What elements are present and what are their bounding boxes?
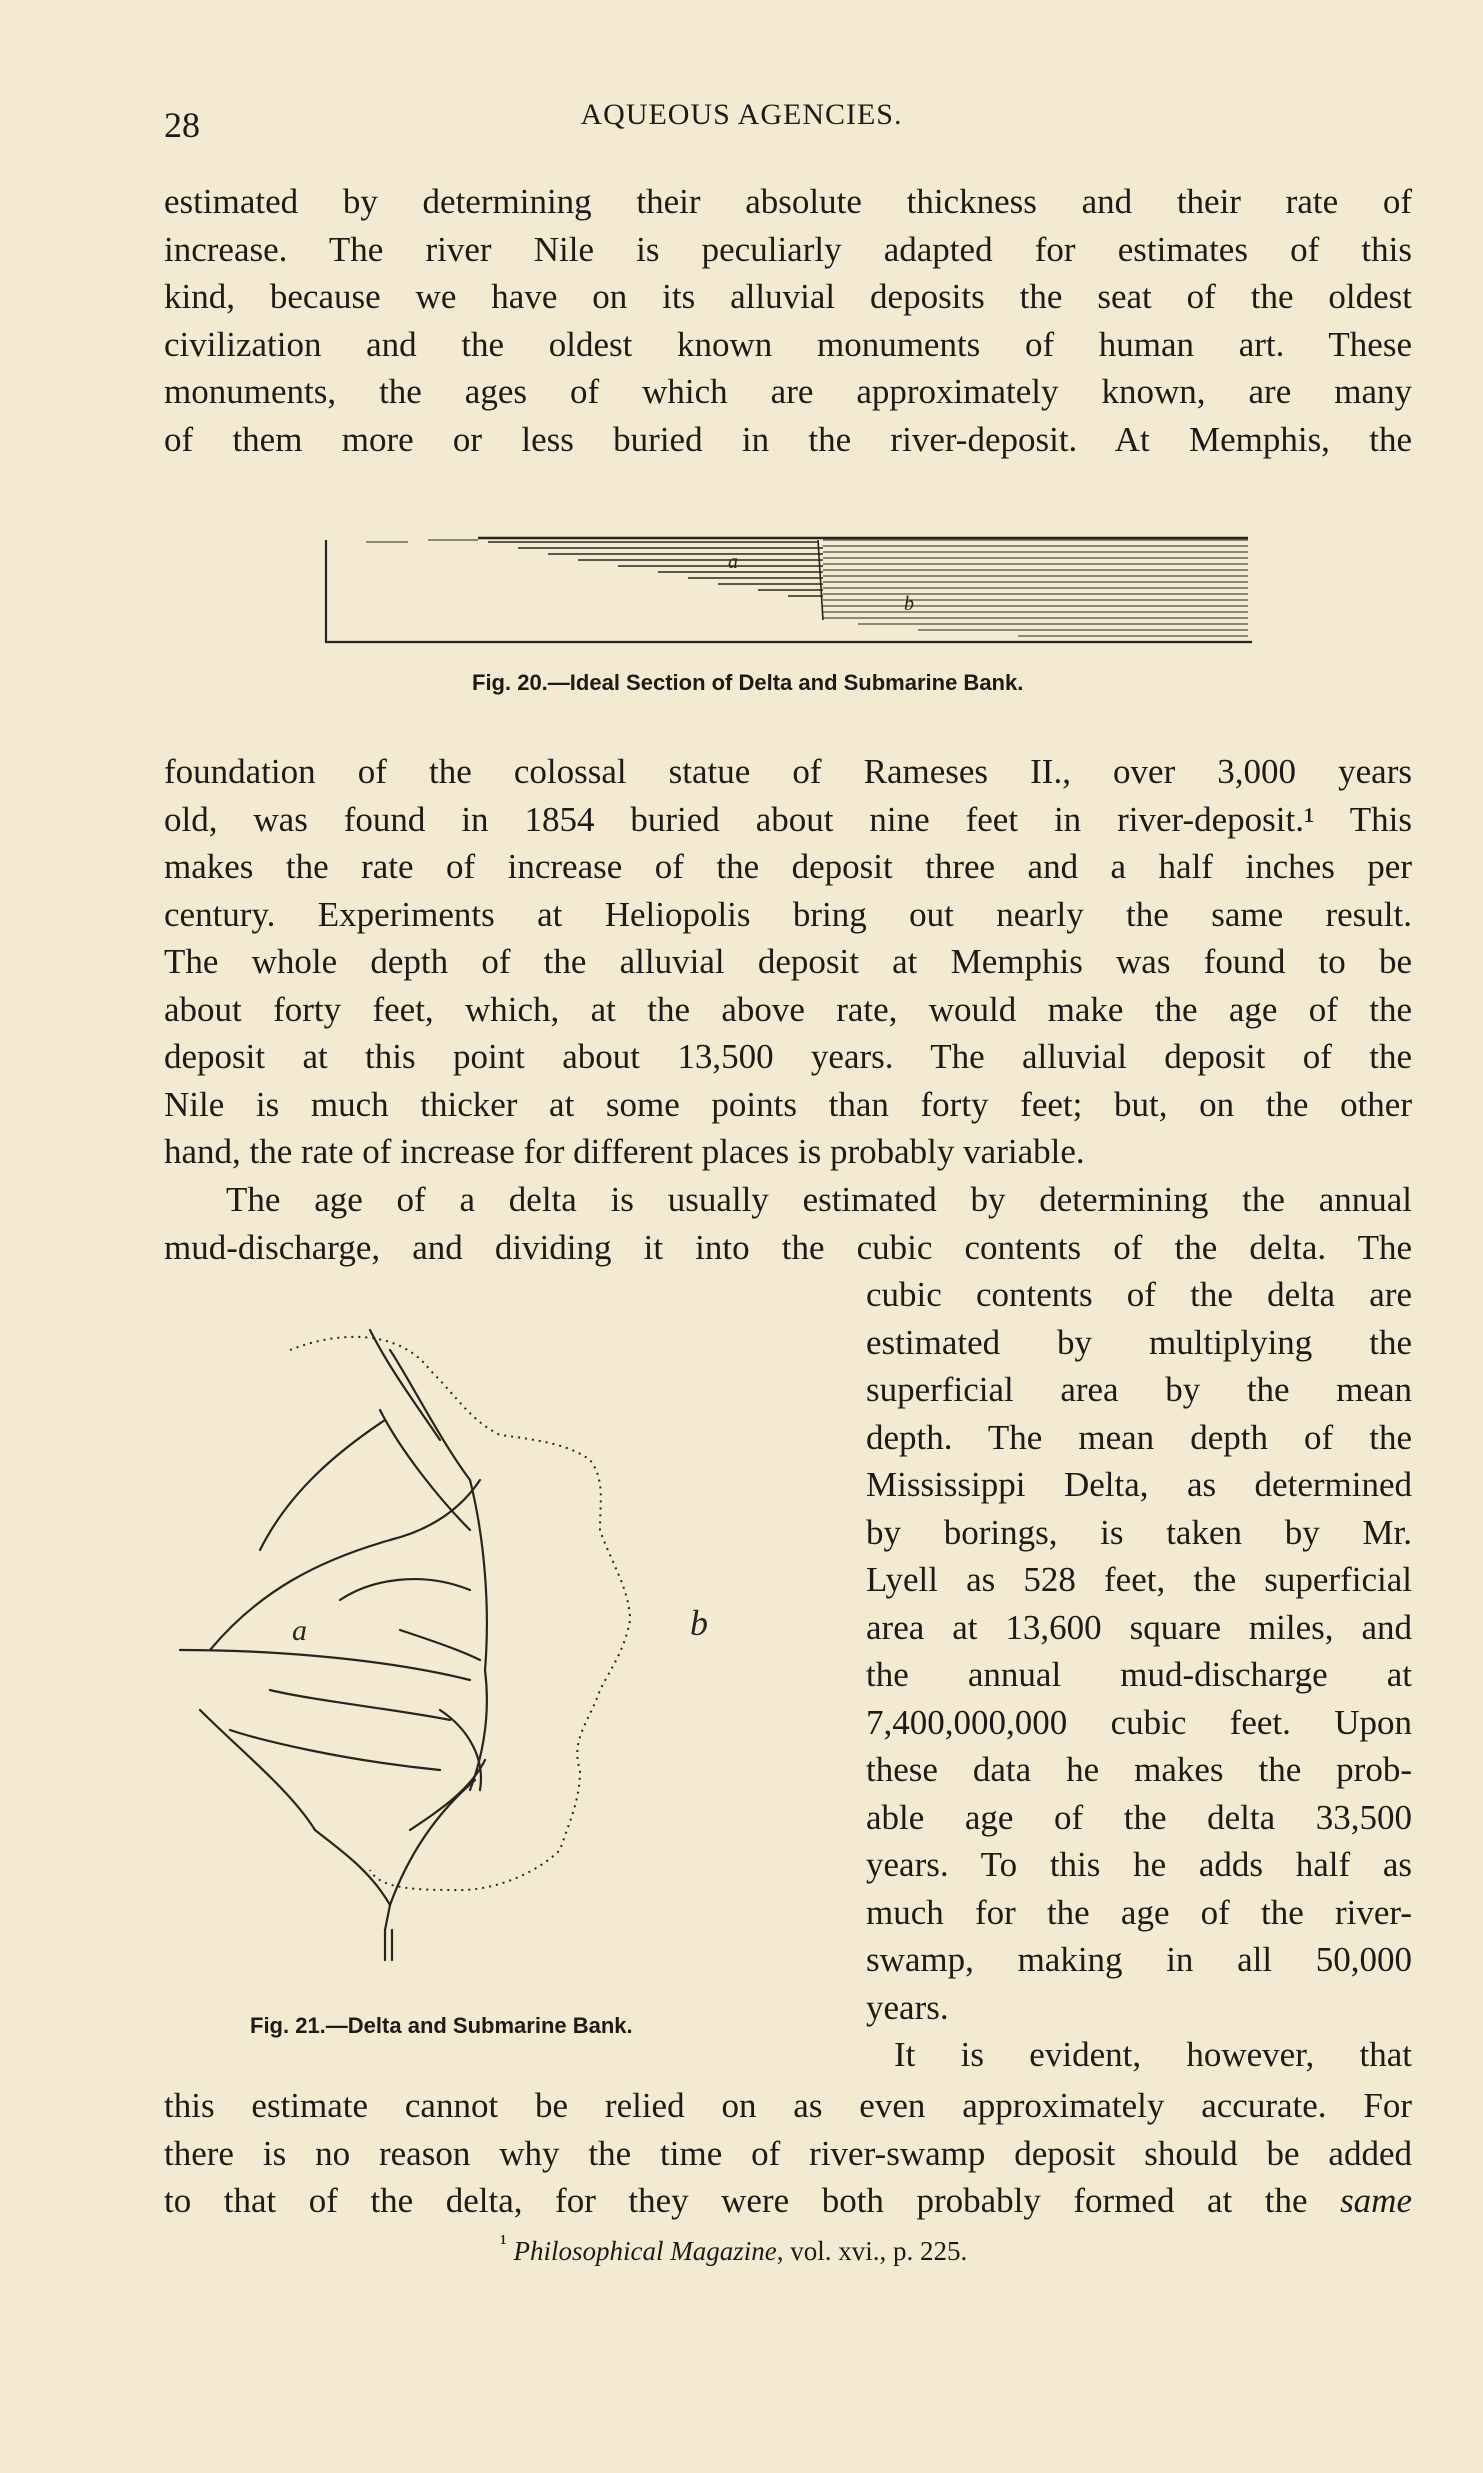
text-line: monuments, the ages of which are approximately known, are many <box>164 372 1412 411</box>
text-line: area at 13,600 square miles, and <box>866 1607 1412 1647</box>
text-line: superficial area by the mean <box>866 1370 1412 1409</box>
text-line: deposit at this point about 13,500 years. The alluvial deposit of the <box>164 1037 1412 1076</box>
text-line: 7,400,000,000 cubic feet. Upon <box>866 1702 1412 1742</box>
figure-21-caption: Fig. 21.—Delta and Submarine Bank. <box>250 2013 633 2038</box>
text-line: these data he makes the prob- <box>866 1750 1412 1789</box>
text-line: much for the age of the river- <box>866 1892 1412 1932</box>
text-line: there is no reason why the time of river-swamp deposit should be added <box>164 2133 1412 2173</box>
text-line: Mississippi Delta, as determined <box>866 1465 1412 1504</box>
italic-word: same <box>1340 2181 1412 2220</box>
text-line: able age of the delta 33,500 <box>866 1797 1412 1837</box>
text-line: hand, the rate of increase for different places is probably variable. <box>164 1132 1085 1171</box>
footnote-marker: ¹ <box>500 2230 507 2255</box>
fig20-label-a: a <box>728 551 738 573</box>
text-line: depth. The mean depth of the <box>866 1417 1412 1457</box>
text-line: kind, because we have on its alluvial deposits the seat of the oldest <box>164 277 1412 316</box>
text-line: It is evident, however, that <box>894 2035 1412 2074</box>
figure-21-delta-diagram <box>140 1290 840 1990</box>
text-segment: to that of the delta, for they were both probably formed at the <box>164 2181 1308 2220</box>
paragraph-4 <box>164 2082 1412 2225</box>
figure-20-caption: Fig. 20.—Ideal Section of Delta and Submarine Bank. <box>472 670 1024 695</box>
text-line: estimated by multiplying the <box>866 1322 1412 1362</box>
text-line: century. Experiments at Heliopolis bring out nearly the same result. <box>164 894 1412 934</box>
text-line: swamp, making in all 50,000 <box>866 1940 1412 1979</box>
text-line: years. <box>866 1987 949 2027</box>
text-line: increase. The river Nile is peculiarly adapted for estimates of this <box>164 229 1412 269</box>
text-line: estimated by determining their absolute thickness and their rate of <box>164 182 1412 221</box>
paragraph-2 <box>164 748 1412 1176</box>
text-line: mud-discharge, and dividing it into the cubic contents of the delta. The <box>164 1227 1412 1267</box>
text-line: Lyell as 528 feet, the superficial <box>866 1560 1412 1599</box>
text-line: years. To this he adds half as <box>866 1845 1412 1884</box>
paragraph-3 <box>164 1176 1412 1271</box>
text-line: of them more or less buried in the river-deposit. At Memphis, the <box>164 419 1412 459</box>
text-line: old, was found in 1854 buried about nine feet in river-deposit.¹ This <box>164 799 1412 839</box>
footnote <box>500 2230 967 2267</box>
text-line: cubic contents of the delta are <box>866 1275 1412 1314</box>
text-line: by borings, is taken by Mr. <box>866 1512 1412 1552</box>
text-line: foundation of the colossal statue of Rameses II., over 3,000 years <box>164 752 1412 791</box>
footnote-reference: , vol. xvi., p. 225. <box>776 2236 968 2266</box>
text-line: this estimate cannot be relied on as even approximately accurate. For <box>164 2086 1412 2125</box>
paragraph-1 <box>164 178 1412 463</box>
text-line: Nile is much thicker at some points than forty feet; but, on the other <box>164 1084 1412 1124</box>
text-line: civilization and the oldest known monuments of human art. These <box>164 324 1412 364</box>
page-number: 28 <box>164 105 200 145</box>
figure-20-section-diagram <box>318 520 1258 650</box>
paragraph-3-column <box>866 1271 1412 2079</box>
fig21-label-b: b <box>690 1603 708 1643</box>
fig20-label-b: b <box>904 593 914 615</box>
text-line: the annual mud-discharge at <box>866 1655 1412 1694</box>
text-line: about forty feet, which, at the above rate, would make the age of the <box>164 989 1412 1029</box>
fig21-label-a: a <box>292 1614 307 1647</box>
footnote-source: Philosophical Magazine <box>513 2236 777 2266</box>
running-title: AQUEOUS AGENCIES. <box>580 98 903 131</box>
text-line: makes the rate of increase of the deposit three and a half inches per <box>164 847 1412 886</box>
text-line: The age of a delta is usually estimated by determining the annual <box>226 1180 1412 1219</box>
text-line: The whole depth of the alluvial deposit at Memphis was found to be <box>164 942 1412 981</box>
text-line <box>164 2177 1412 2225</box>
